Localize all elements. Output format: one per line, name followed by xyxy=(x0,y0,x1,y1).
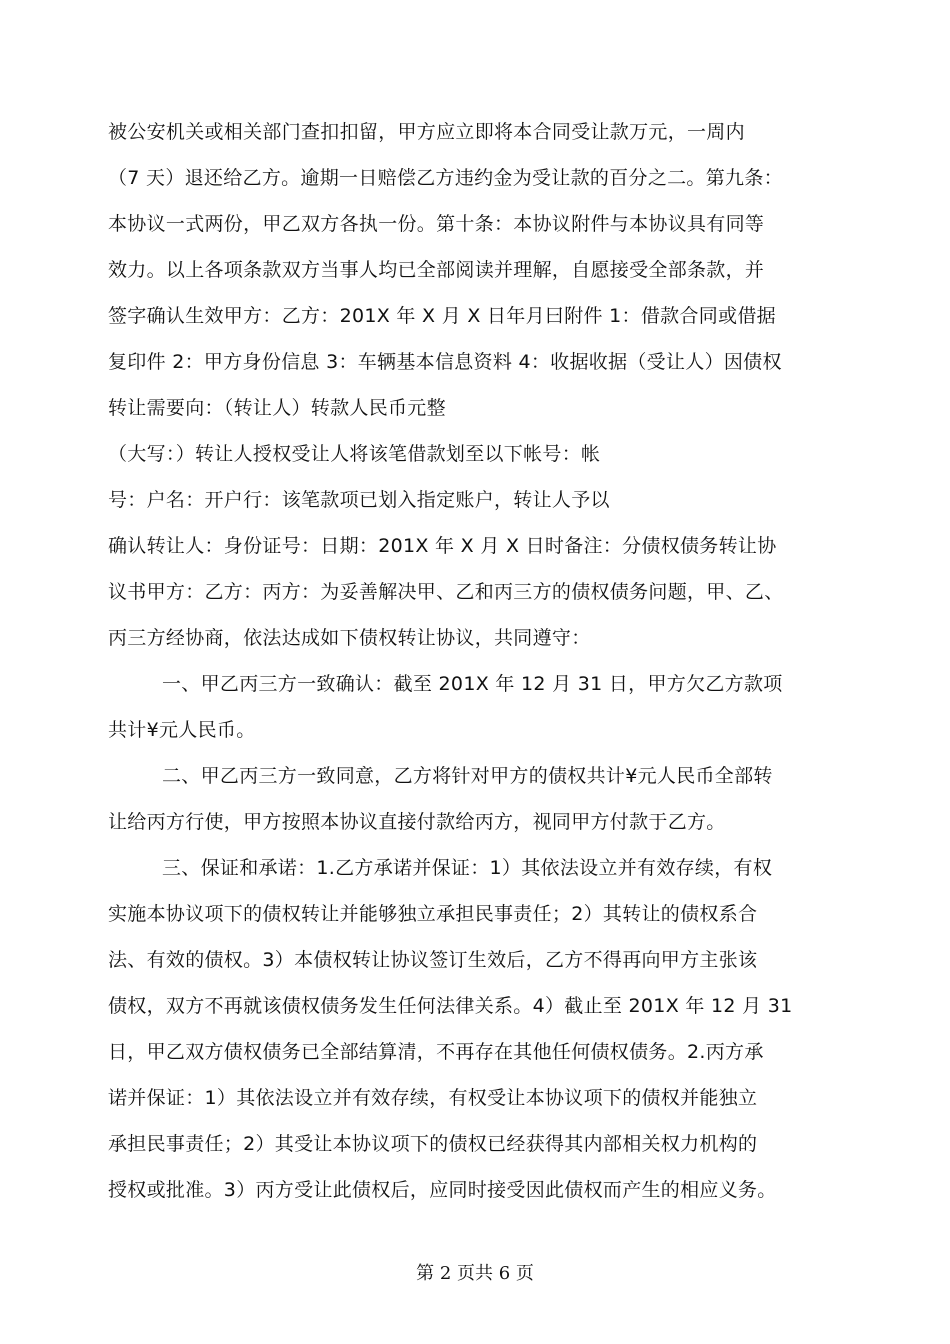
paragraph-3-line-4: 债权，双方不再就该债权债务发生任何法律关系。4）截止至 201X 年 12 月 31 xyxy=(108,995,793,1017)
text-line-2: （7 天）退还给乙方。逾期一日赔偿乙方违约金为受让款的百分之二。第九条： xyxy=(108,167,783,189)
text-line-9: 号：户名：开户行：该笔款项已划入指定账户，转让人予以 xyxy=(108,489,610,511)
text-line-4: 效力。以上各项条款双方当事人均已全部阅读并理解，自愿接受全部条款，并 xyxy=(108,259,765,281)
page-number: 第 2 页共 6 页 xyxy=(416,1263,534,1284)
paragraph-2-line-1: 二、甲乙丙三方一致同意，乙方将针对甲方的债权共计¥元人民币全部转 xyxy=(162,765,773,787)
text-line-10: 确认转让人：身份证号：日期：201X 年 X 月 X 日时备注：分债权债务转让协 xyxy=(108,535,777,557)
paragraph-2-line-2: 让给丙方行使，甲方按照本协议直接付款给丙方，视同甲方付款于乙方。 xyxy=(108,811,726,833)
paragraph-3-line-8: 授权或批准。3）丙方受让此债权后，应同时接受因此债权而产生的相应义务。 xyxy=(108,1179,777,1201)
paragraph-3-line-6: 诺并保证：1）其依法设立并有效存续，有权受让本协议项下的债权并能独立 xyxy=(108,1087,758,1109)
text-line-5: 签字确认生效甲方：乙方：201X 年 X 月 X 日年月曰附件 1：借款合同或借据 xyxy=(108,305,776,327)
paragraph-3-line-1: 三、保证和承诺：1.乙方承诺并保证：1）其依法设立并有效存续，有权 xyxy=(162,857,773,879)
text-line-3: 本协议一式两份，甲乙双方各执一份。第十条：本协议附件与本协议具有同等 xyxy=(108,213,765,235)
text-line-8: （大写：）转让人授权受让人将该笔借款划至以下帐号：帐 xyxy=(108,443,601,465)
paragraph-3-line-5: 日，甲乙双方债权债务已全部结算清，不再存在其他任何债权债务。2.丙方承 xyxy=(108,1041,764,1063)
text-line-6: 复印件 2：甲方身份信息 3：车辆基本信息资料 4：收据收据（受让人）因债权 xyxy=(108,351,782,373)
paragraph-3-line-2: 实施本协议项下的债权转让并能够独立承担民事责任；2）其转让的债权系合 xyxy=(108,903,758,925)
text-line-12: 丙三方经协商，依法达成如下债权转让协议，共同遵守： xyxy=(108,627,591,649)
paragraph-1-line-2: 共计¥元人民币。 xyxy=(108,719,256,741)
text-line-7: 转让需要向：（转让人）转款人民币元整 xyxy=(108,397,446,419)
paragraph-3-line-3: 法、有效的债权。3）本债权转让协议签订生效后，乙方不得再向甲方主张该 xyxy=(108,949,758,971)
paragraph-3-line-7: 承担民事责任；2）其受让本协议项下的债权已经获得其内部相关权力机构的 xyxy=(108,1133,758,1155)
text-line-11: 议书甲方：乙方：丙方：为妥善解决甲、乙和丙三方的债权债务问题，甲、乙、 xyxy=(108,581,784,603)
paragraph-1-line-1: 一、甲乙丙三方一致确认：截至 201X 年 12 月 31 日，甲方欠乙方款项 xyxy=(162,673,783,695)
text-line-1: 被公安机关或相关部门查扣扣留，甲方应立即将本合同受让款万元，一周内 xyxy=(108,121,745,143)
